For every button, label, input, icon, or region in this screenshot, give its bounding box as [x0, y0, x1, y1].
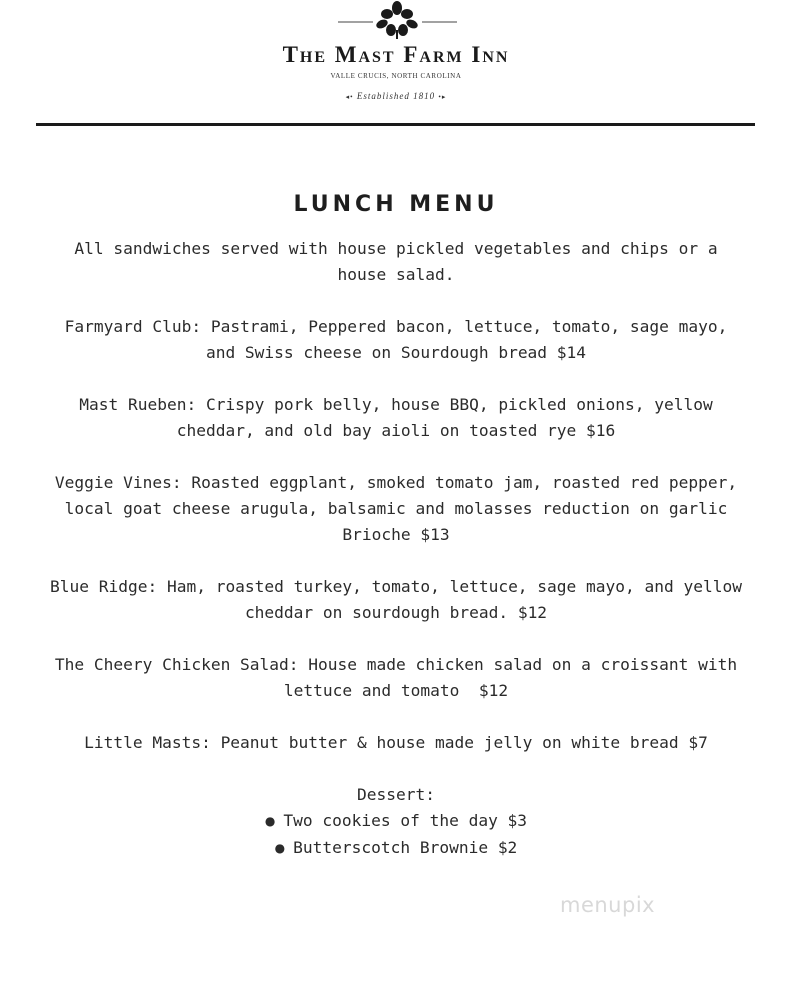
- ornament-right: •▸: [438, 93, 447, 101]
- menu-item: Mast Rueben: Crispy pork belly, house BBQ, pickled onions, yellow cheddar, and old bay aioli on toasted rye $16: [79, 395, 723, 440]
- dessert-item: [50, 835, 742, 862]
- menu-item: Veggie Vines: Roasted eggplant, smoked tomato jam, roasted red pepper, local goat cheese arugula, balsamic and molasses reduction on garlic Brioche $13: [54, 473, 747, 544]
- menu-item: Little Masts: Peanut butter & house made jelly on white bread $7: [84, 733, 708, 752]
- established-line: [0, 91, 792, 101]
- dessert-heading: Dessert:: [357, 785, 435, 804]
- menu-content: [50, 236, 752, 862]
- menu-item: The Cheery Chicken Salad: House made chicken salad on a croissant with lettuce and tomato $12: [54, 655, 747, 700]
- inn-logo: [0, 0, 792, 110]
- menu-item: Blue Ridge: Ham, roasted turkey, tomato, lettuce, sage mayo, and yellow cheddar on sourdough bread. $12: [50, 577, 752, 622]
- bullet-dot-icon: ●: [274, 841, 286, 855]
- dessert-item: [50, 808, 742, 835]
- menu-intro: All sandwiches served with house pickled vegetables and chips or a house salad.: [74, 239, 728, 284]
- dessert-list: [50, 808, 742, 862]
- inn-location: VALLE CRUCIS, NORTH CAROLINA: [330, 72, 462, 80]
- menu-item: Farmyard Club: Pastrami, Peppered bacon, lettuce, tomato, sage mayo, and Swiss cheese on Sourdough bread $14: [64, 317, 738, 362]
- menupix-watermark: menupix: [560, 893, 656, 917]
- dessert-item-text: Two cookies of the day $3: [283, 811, 528, 830]
- ornament-left: ◂•: [345, 93, 354, 101]
- inn-name: The Mast Farm Inn: [282, 42, 510, 67]
- menu-title: LUNCH MENU: [293, 192, 499, 217]
- header-divider: [36, 123, 755, 126]
- established-text: Established 1810: [356, 91, 436, 101]
- bullet-dot-icon: ●: [264, 814, 276, 828]
- dessert-item-text: Butterscotch Brownie $2: [293, 838, 518, 857]
- rhododendron-flower-icon: [335, 0, 460, 40]
